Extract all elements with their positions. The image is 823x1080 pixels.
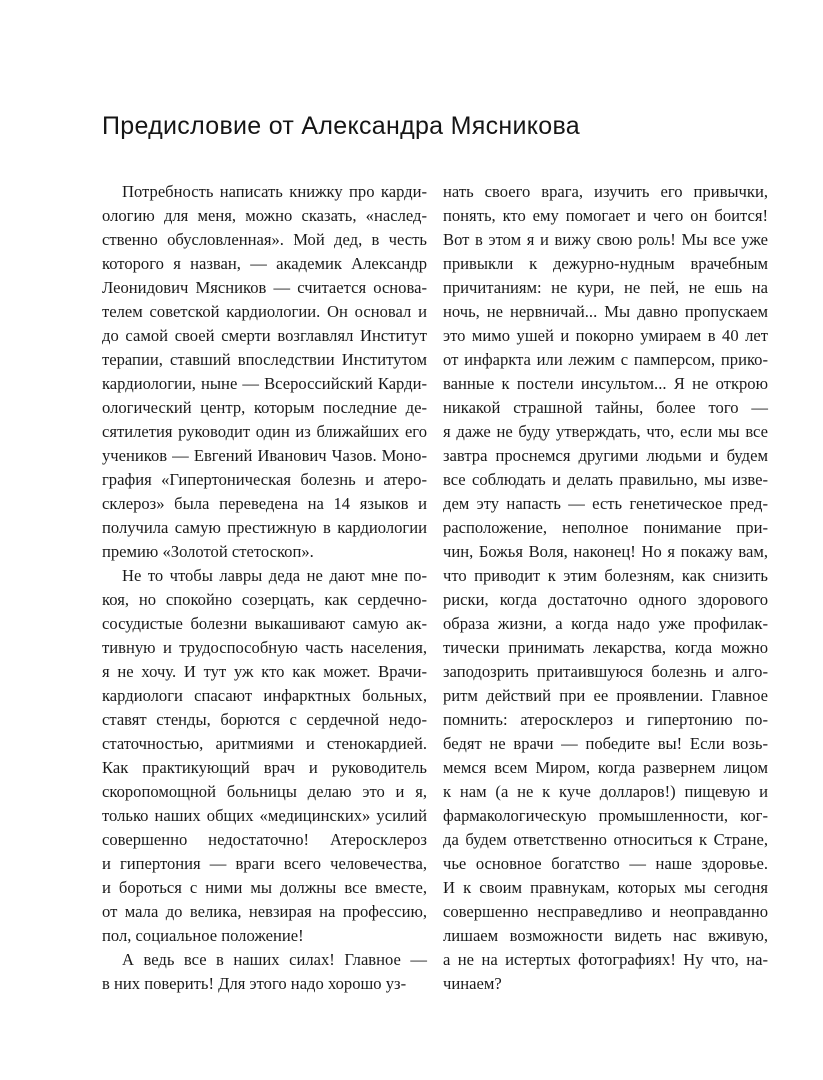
text-line: помнить: атеросклероз и гипертонию по- <box>443 710 768 729</box>
text-line: что приводит к этим болезням, как снизить <box>443 566 768 585</box>
text-line: коя, но спокойно созерцать, как сердечно- <box>102 590 427 609</box>
text-line: это мимо ушей и покорно умираем в 40 лет <box>443 326 768 345</box>
text-line: Не то чтобы лавры деда не дают мне по- <box>122 566 427 585</box>
text-line: к нам (а не к куче долларов!) пищевую и <box>443 782 768 801</box>
text-line: совершенно несправедливо и неоправданно <box>443 902 768 921</box>
text-line: только наших общих «медицинских» усилий <box>102 806 427 825</box>
text-line: нать своего врага, изучить его привычки, <box>443 182 768 201</box>
text-line: которого я назван, — академик Александр <box>102 254 427 273</box>
text-line: сосудистые болезни выкашивают самую ак- <box>102 614 427 633</box>
text-line: завтра проснемся другими людьми и будем <box>443 446 768 465</box>
text-line: тивную и трудоспособную часть населения, <box>102 638 427 657</box>
text-line: я даже не буду утверждать, что, если мы все <box>443 422 768 441</box>
text-line: бедят не врачи — победите вы! Если возь- <box>443 734 768 753</box>
text-line: пол, социальное положение! <box>102 926 304 945</box>
text-line: все соблюдать и делать правильно, мы изве- <box>443 470 768 489</box>
text-line: ственно обусловленная». Мой дед, в честь <box>102 230 427 249</box>
paragraph <box>443 180 768 996</box>
paragraph <box>102 564 427 948</box>
text-line: телем советской кардиологии. Он основал и <box>102 302 427 321</box>
text-line: расположение, неполное понимание при- <box>443 518 768 537</box>
text-line: до самой своей смерти возглавлял Институт <box>102 326 427 345</box>
text-line: ночь, не нервничай... Мы давно пропускаем <box>443 302 768 321</box>
text-line: кардиологи спасают инфарктных больных, <box>102 686 427 705</box>
text-line: статочностью, аритмиями и стенокардией. <box>102 734 427 753</box>
text-line: от инфаркта или лежим с памперсом, прико- <box>443 350 768 369</box>
text-line: учеников — Евгений Иванович Чазов. Моно- <box>102 446 427 465</box>
text-line: в них поверить! Для этого надо хорошо уз- <box>102 974 407 993</box>
text-line: терапии, ставший впоследствии Институтом <box>102 350 427 369</box>
text-line: Леонидович Мясников — считается основа- <box>102 278 427 297</box>
text-line: фармакологическую промышленности, ког- <box>443 806 768 825</box>
page-title: Предисловие от Александра Мясникова <box>102 112 580 140</box>
text-line: чин, Божья Воля, наконец! Но я покажу вам, <box>443 542 768 561</box>
right-text-column <box>443 180 768 996</box>
text-line: лишаем возможности видеть нас вживую, <box>443 926 768 945</box>
text-line: привыкли к дежурно-нудным врачебным <box>443 254 768 273</box>
left-text-column <box>102 180 427 996</box>
text-line: ванные к постели инсультом... Я не открою <box>443 374 768 393</box>
text-line: ритм действий при ее проявлении. Главное <box>443 686 768 705</box>
text-line: причитаниям: не кури, не пей, не ешь на <box>443 278 768 297</box>
text-line: а не на истертых фотографиях! Ну что, на- <box>443 950 768 969</box>
text-line: риски, когда достаточно одного здорового <box>443 590 768 609</box>
text-line: образа жизни, а когда надо уже профилак- <box>443 614 768 633</box>
text-line: и бороться с ними мы должны все вместе, <box>102 878 427 897</box>
text-line: премию «Золотой стетоскоп». <box>102 542 314 561</box>
text-line: получила самую престижную в кардиологии <box>102 518 427 537</box>
text-line: от мала до велика, невзирая на профессию, <box>102 902 427 921</box>
text-line: Как практикующий врач и руководитель <box>102 758 427 777</box>
paragraph <box>102 180 427 564</box>
text-line: да будем ответственно относиться к Стране, <box>443 830 768 849</box>
text-line: и гипертония — враги всего человечества, <box>102 854 427 873</box>
text-line: я не хочу. И тут уж кто как может. Врачи- <box>102 662 427 681</box>
text-line: тически принимать лекарства, когда можно <box>443 638 768 657</box>
text-line: И к своим правнукам, которых мы сегодня <box>443 878 768 897</box>
text-line: скоропомощной больницы делаю это и я, <box>102 782 427 801</box>
text-line: мемся всем Миром, когда развернем лицом <box>443 758 768 777</box>
text-line: графия «Гипертоническая болезнь и атеро- <box>102 470 427 489</box>
text-line: ологию для меня, можно сказать, «наслед- <box>102 206 427 225</box>
text-line: совершенно недостаточно! Атеросклероз <box>102 830 427 849</box>
paragraph <box>102 948 427 996</box>
text-line: кардиологии, ныне — Всероссийский Карди- <box>102 374 427 393</box>
text-line: склероз» была переведена на 14 языков и <box>102 494 427 513</box>
text-line: чинаем? <box>443 974 502 993</box>
text-line: ологический центр, которым последние де- <box>102 398 427 417</box>
text-line: понять, кто ему помогает и чего он боится! <box>443 206 768 225</box>
text-line: А ведь все в наших силах! Главное — <box>122 950 427 969</box>
text-line: ставят стенды, борются с сердечной недо- <box>102 710 427 729</box>
text-line: сятилетия руководит один из ближайших его <box>102 422 427 441</box>
text-line: Вот в этом я и вижу свою роль! Мы все уже <box>443 230 768 249</box>
text-line: никакой страшной тайны, более того — <box>443 398 768 417</box>
text-line: Потребность написать книжку про карди- <box>122 182 427 201</box>
text-line: дем эту напасть — есть генетическое пред- <box>443 494 768 513</box>
text-line: заподозрить притаившуюся болезнь и алго- <box>443 662 768 681</box>
text-line: чье основное богатство — наше здоровье. <box>443 854 768 873</box>
